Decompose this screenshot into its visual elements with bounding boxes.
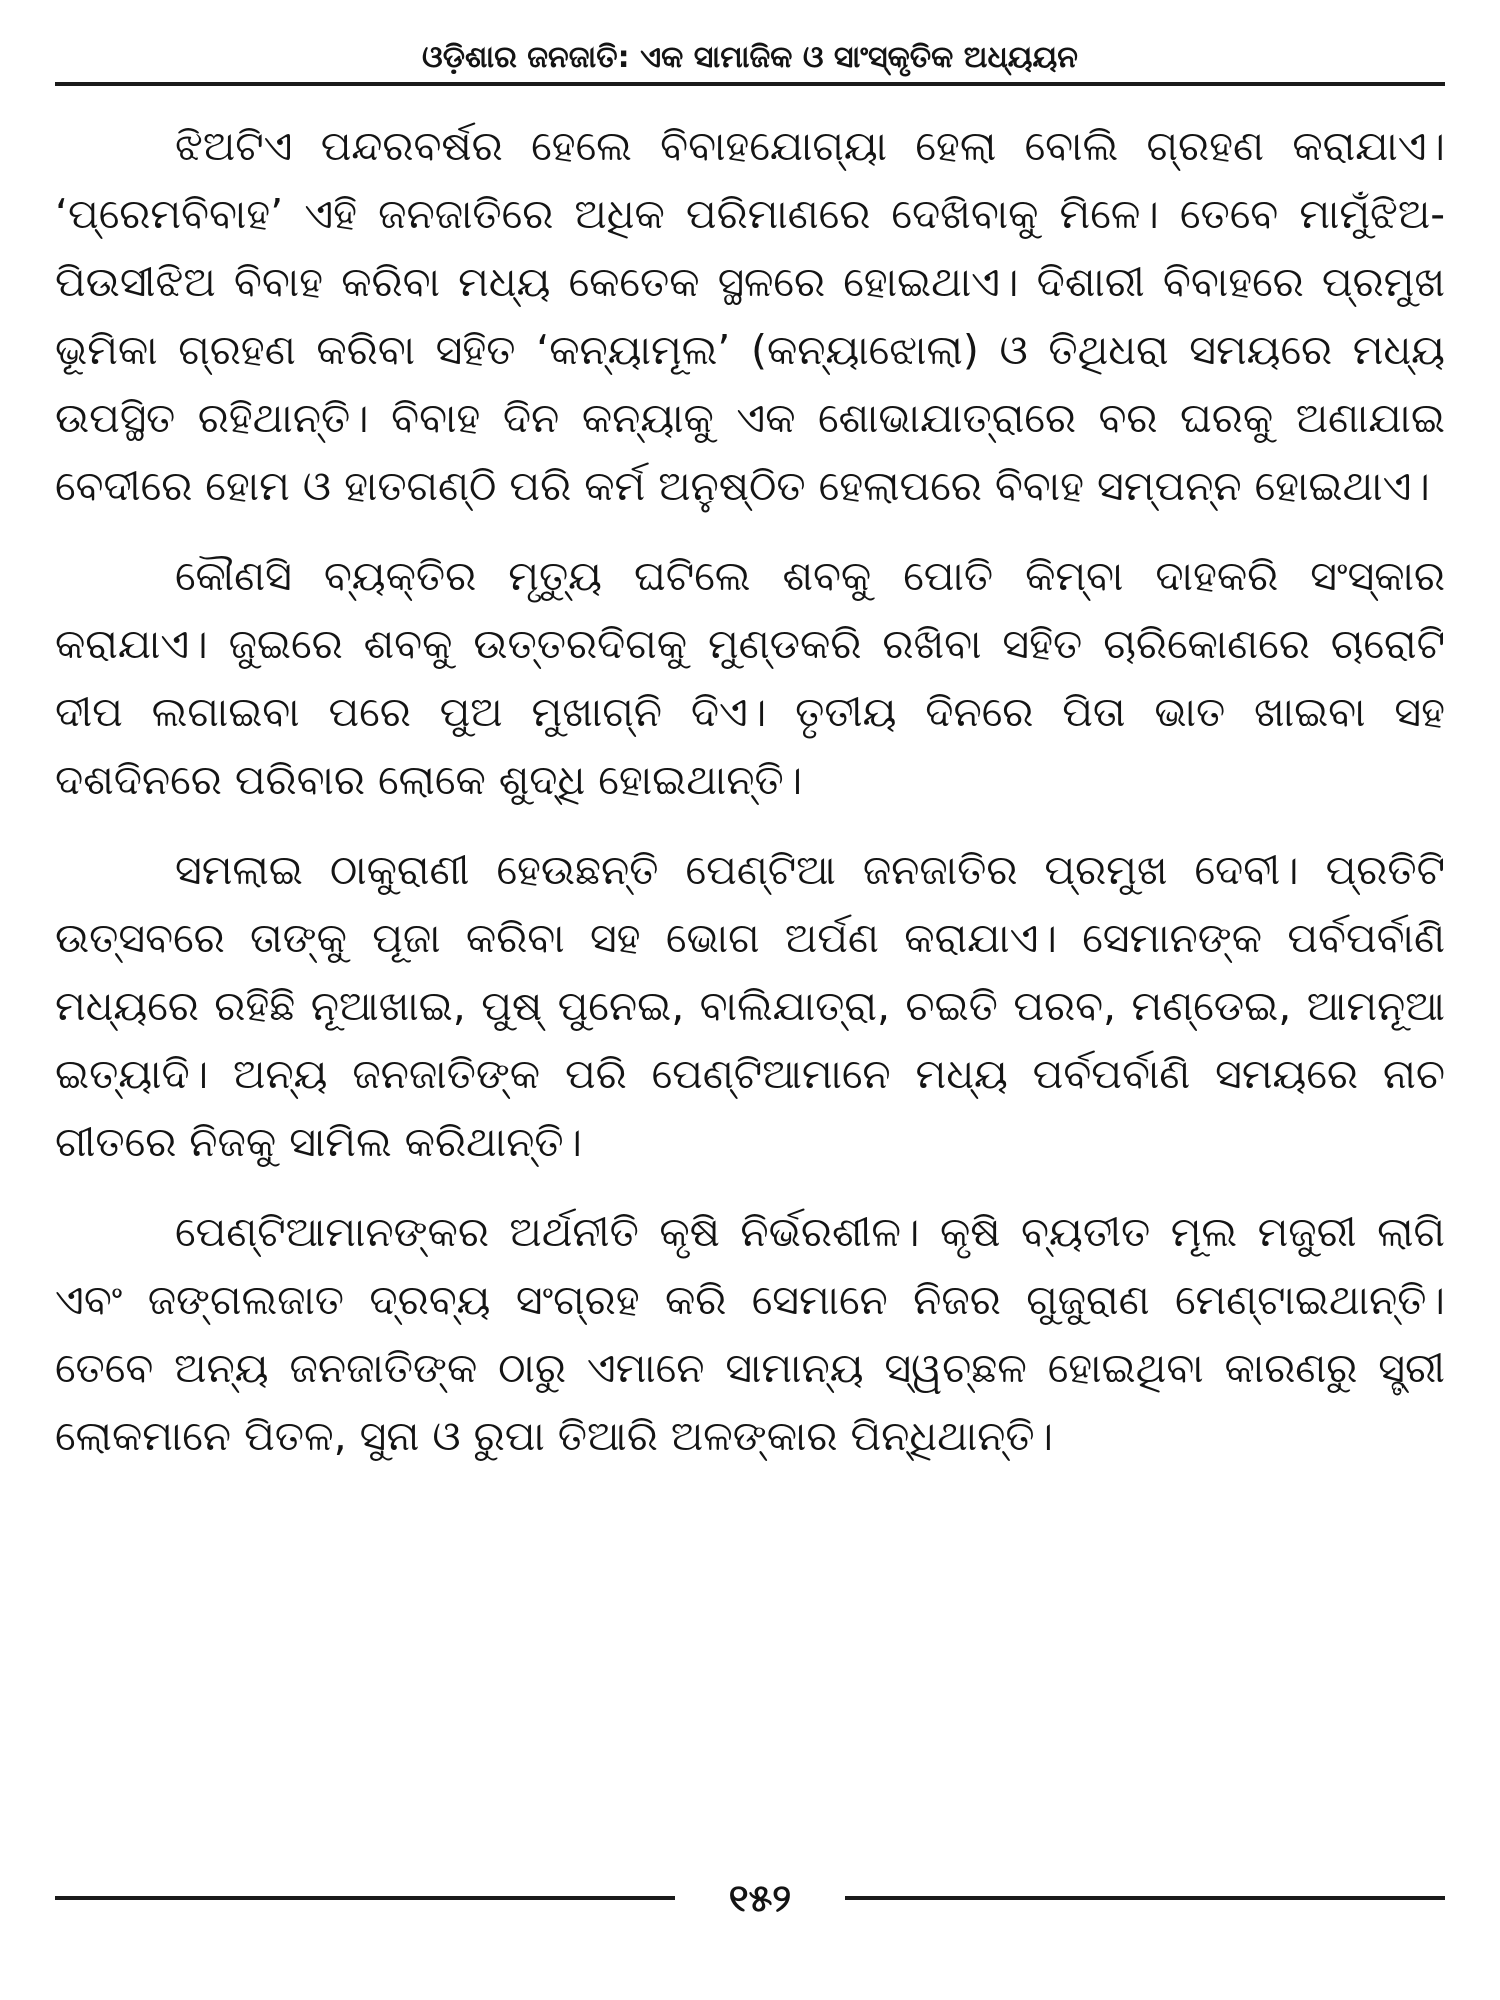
paragraph-marriage: ଝିଅଟିଏ ପନ୍ଦରବର୍ଷର ହେଲେ ବିବାହଯୋଗ୍ୟା ହେଲା ବୋଲି ଗ୍ରହଣ କରାଯାଏ। ‘ପ୍ରେମବିବାହ’ ଏହି ଜନଜାତିରେ ଅଧିକ ପରିମାଣରେ ଦେଖିବାକୁ ମିଳେ। ତେବେ ମାମୁଁଝିଅ-ପିଉସୀଝିଅ ବିବାହ କରିବା ମଧ୍ୟ କେତେକ ସ୍ଥଳରେ ହୋଇଥାଏ। ଦିଶାରୀ ବିବାହରେ ପ୍ରମୁଖ ଭୂମିକା ଗ୍ରହଣ କରିବା ସହିତ ‘କନ୍ୟାମୂଲ’ (କନ୍ୟାଝୋଲା) ଓ ତିଥିଧରା ସମୟରେ ମଧ୍ୟ ଉପସ୍ଥିତ ରହିଥାନ୍ତି। ବିବାହ ଦିନ କନ୍ୟାକୁ ଏକ ଶୋଭାଯାତ୍ରାରେ ବର ଘରକୁ ଅଣାଯାଇ ବେଦୀରେ ହୋମ ଓ ହାତଗଣ୍ଠି ପରି କର୍ମ ଅନୁଷ୍ଠିତ ହେଲାପରେ ବିବାହ ସମ୍ପନ୍ନ ହୋଇଥାଏ। (55, 122, 1445, 510)
footer-rule-right (845, 1896, 1445, 1900)
paragraph-death-rites: କୌଣସି ବ୍ୟକ୍ତିର ମୃତ୍ୟୁ ଘଟିଲେ ଶବକୁ ପୋତି କିମ୍ବା ଦାହକରି ସଂସ୍କାର କରାଯାଏ। ଜୁଇରେ ଶବକୁ ଉତ୍ତରଦିଗକୁ ମୁଣ୍ଡକରି ରଖିବା ସହିତ ଚାରିକୋଣରେ ଚାରୋଟି ଦୀପ ଲଗାଇବା ପରେ ପୁଅ ମୁଖାଗ୍ନି ଦିଏ। ତୃତୀୟ ଦିନରେ ପିତା ଭାତ ଖାଇବା ସହ ଦଶଦିନରେ ପରିବାର ଲୋକେ ଶୁଦ୍ଧି ହୋଇଥାନ୍ତି। (55, 552, 1445, 804)
page-number: ୧୫୨ (728, 1876, 792, 1920)
paragraph-festivals: ସମଲାଇ ଠାକୁରାଣୀ ହେଉଛନ୍ତି ପେଣ୍ଟିଆ ଜନଜାତିର ପ୍ରମୁଖ ଦେବୀ। ପ୍ରତିଟି ଉତ୍ସବରେ ତାଙ୍କୁ ପୂଜା କରିବା ସହ ଭୋଗ ଅର୍ପଣ କରାଯାଏ। ସେମାନଙ୍କ ପର୍ବପର୍ବାଣି ମଧ୍ୟରେ ରହିଛି ନୂଆଖାଇ, ପୁଷ୍ ପୁନେଇ, ବାଲିଯାତ୍ରା, ଚଇତି ପରବ, ମଣ୍ଡେଇ, ଆମନୂଆ ଇତ୍ୟାଦି। ଅନ୍ୟ ଜନଜାତିଙ୍କ ପରି ପେଣ୍ଟିଆମାନେ ମଧ୍ୟ ପର୍ବପର୍ବାଣି ସମୟରେ ନାଚ ଗୀତରେ ନିଜକୁ ସାମିଲ କରିଥାନ୍ତି। (55, 846, 1445, 1166)
paragraph-economy: ପେଣ୍ଟିଆମାନଙ୍କର ଅର୍ଥନୀତି କୃଷି ନିର୍ଭରଶୀଳ। କୃଷି ବ୍ୟତୀତ ମୂଲ ମଜୁରୀ ଲାଗି ଏବଂ ଜଙ୍ଗଲଜାତ ଦ୍ରବ୍ୟ ସଂଗ୍ରହ କରି ସେମାନେ ନିଜର ଗୁଜୁରାଣ ମେଣ୍ଟାଇଥାନ୍ତି। ତେବେ ଅନ୍ୟ ଜନଜାତିଙ୍କ ଠାରୁ ଏମାନେ ସାମାନ୍ୟ ସ୍ୱଚ୍ଛଳ ହୋଇଥିବା କାରଣରୁ ସ୍ତ୍ରୀ ଲୋକମାନେ ପିତଳ, ସୁନା ଓ ରୁପା ତିଆରି ଅଳଙ୍କାର ପିନ୍ଧିଥାନ୍ତି। (55, 1208, 1445, 1460)
page-footer (55, 1870, 1445, 1926)
header-rule (55, 82, 1445, 86)
running-head: ଓଡ଼ିଶାର ଜନଜାତି: ଏକ ସାମାଜିକ ଓ ସାଂସ୍କୃତିକ ଅଧ୍ୟୟନ (422, 40, 1078, 75)
footer-rule-left (55, 1896, 675, 1900)
body-text (55, 112, 1445, 1492)
